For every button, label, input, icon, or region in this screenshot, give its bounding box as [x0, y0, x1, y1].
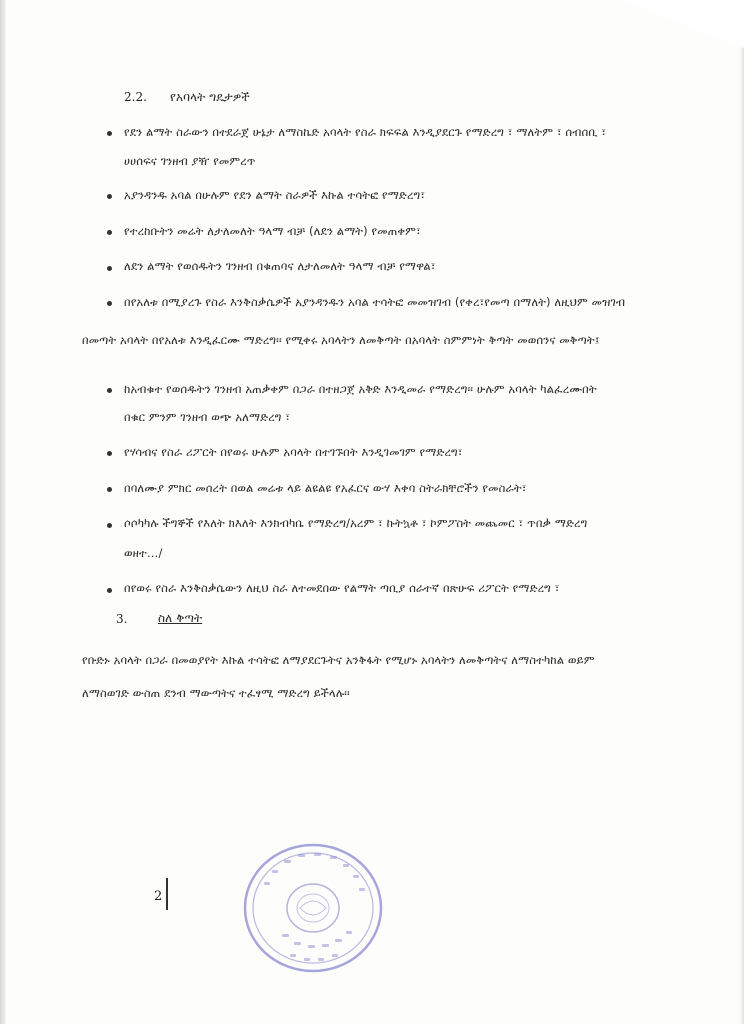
bullet-marker [107, 388, 112, 393]
page-number: 2 [154, 889, 163, 904]
scan-edge-left [0, 0, 6, 1024]
list-item-a1-line1: የደን ልማት ስራውን በተደራጀ ሁኔታ ለማስኬድ አባላት የስራ ክፍፍል እንዲያደርጉ የማድረግ ፣ ማለትም ፣ ሰብሰቢ ፣ [124, 125, 607, 139]
bullet-marker [107, 301, 112, 306]
list-item-b1-line2: በቁር ምንም ገንዘብ ወጭ አለማድረግ ፣ [124, 410, 291, 424]
bullet-marker [107, 451, 112, 456]
list-item-a1-line2: ሀሀሰፍና ገንዘብ ያዥ የመምረጥ [124, 154, 256, 168]
paragraph-mid: በመጣት አባላት በየአለቱ እንዲፈርሙ ማድረግ፡፡ የሚቀሩ አባላትን ለመቅጣት በአባላት ስምምነት ቅጣት መወሰንና መቅጣት፤ [82, 333, 600, 347]
list-item-b3: በባለሙያ ምክር መሰረት በወል መሬቱ ላይ ልዩልዩ የአፈርና ውሃ እቀባ ስትራክቸሮችን የመስራት፣ [124, 481, 527, 495]
bullet-marker [107, 230, 112, 235]
scan-edge-right [740, 0, 744, 1024]
bullet-marker [107, 194, 112, 199]
page-number-rule [166, 878, 168, 910]
list-item-b4-line2: ወዘተ…/ [124, 546, 163, 560]
closing-paragraph-line1: የቡድኑ አባላት በጋራ በመወያየት እኩል ተሳትፎ ለማያደርጉትና አንቅፋት የሚሆኑ አባላትን ለመቅጣትና ለማስተካከል ወይም [82, 653, 595, 667]
section-2-2-number: 2.2. [124, 90, 147, 104]
section-3-title: ስለ ቅጣት [158, 611, 203, 625]
list-item-a2: አያንዳንዱ አባል በሁሉም የደን ልማት ስራዎች እኩል ተሳትፎ የማድረግ፣ [124, 188, 426, 202]
bullet-marker [107, 131, 112, 136]
section-2-2-title: የአባላት ግዴታዎች [170, 90, 250, 104]
bullet-marker [107, 487, 112, 492]
section-3-number: 3. [116, 612, 128, 626]
closing-paragraph-line2: ለማስወገድ ውስጠ ደንብ ማውጣትና ተፈፃሚ ማድረግ ይችላሉ፡፡ [82, 686, 350, 700]
bullet-marker [107, 523, 112, 528]
bullet-marker [107, 588, 112, 593]
list-item-a3: የተረከቡትን መሬት ለታለመለት ዓላማ ብቻ (ለደን ልማት) የመጠቀም፣ [124, 224, 421, 238]
list-item-a4: ለደን ልማት የወሰዱትን ገንዘብ በቁጠባና ለታለመለት ዓላማ ብቻ የማዋል፣ [124, 259, 436, 273]
list-item-b5: በየወሩ የስራ እንቅስቃሴውን ለዚህ ስራ ለተመደበው የልማት ጣቢያ ሰራተኛ በጽሁፍ ሪፖርት የማድረግ ፣ [124, 581, 560, 595]
list-item-b2: የሃሳብና የስራ ሪፖርት በየወሩ ሁሉም አባላት በተገኙበት እንዲገመገም የማድረግ፣ [124, 445, 463, 459]
list-item-a5: በየአለቱ በሚያረጉ የስራ እንቅስቃሴዎች አያንዳንዱን አባል ተሳትፎ መመዝገብ (የቀረ፣የመጣ በማለት) ለዚህም መዝገብ [124, 295, 626, 309]
official-stamp-seal [242, 842, 384, 974]
bullet-marker [107, 266, 112, 271]
list-item-b1-line1: ከአብቁተ የወሰዱትን ገንዘብ አጠቃቀም በጋራ በተዘጋጀ አቅድ እንዲመራ የማድረግ፡፡ ሁሉም አባላት ካልፈረሙበት [124, 382, 597, 396]
list-item-b4-line1: ሶሶካካሉ ችግኞች የእለት ክእለት እንክብካቤ የማድረግ/አረም ፣ ኩትኳቶ ፣ ኮምፖስት መጨመር ፣ ጥበቃ ማድረግ [124, 516, 588, 530]
folded-corner [624, 0, 744, 48]
